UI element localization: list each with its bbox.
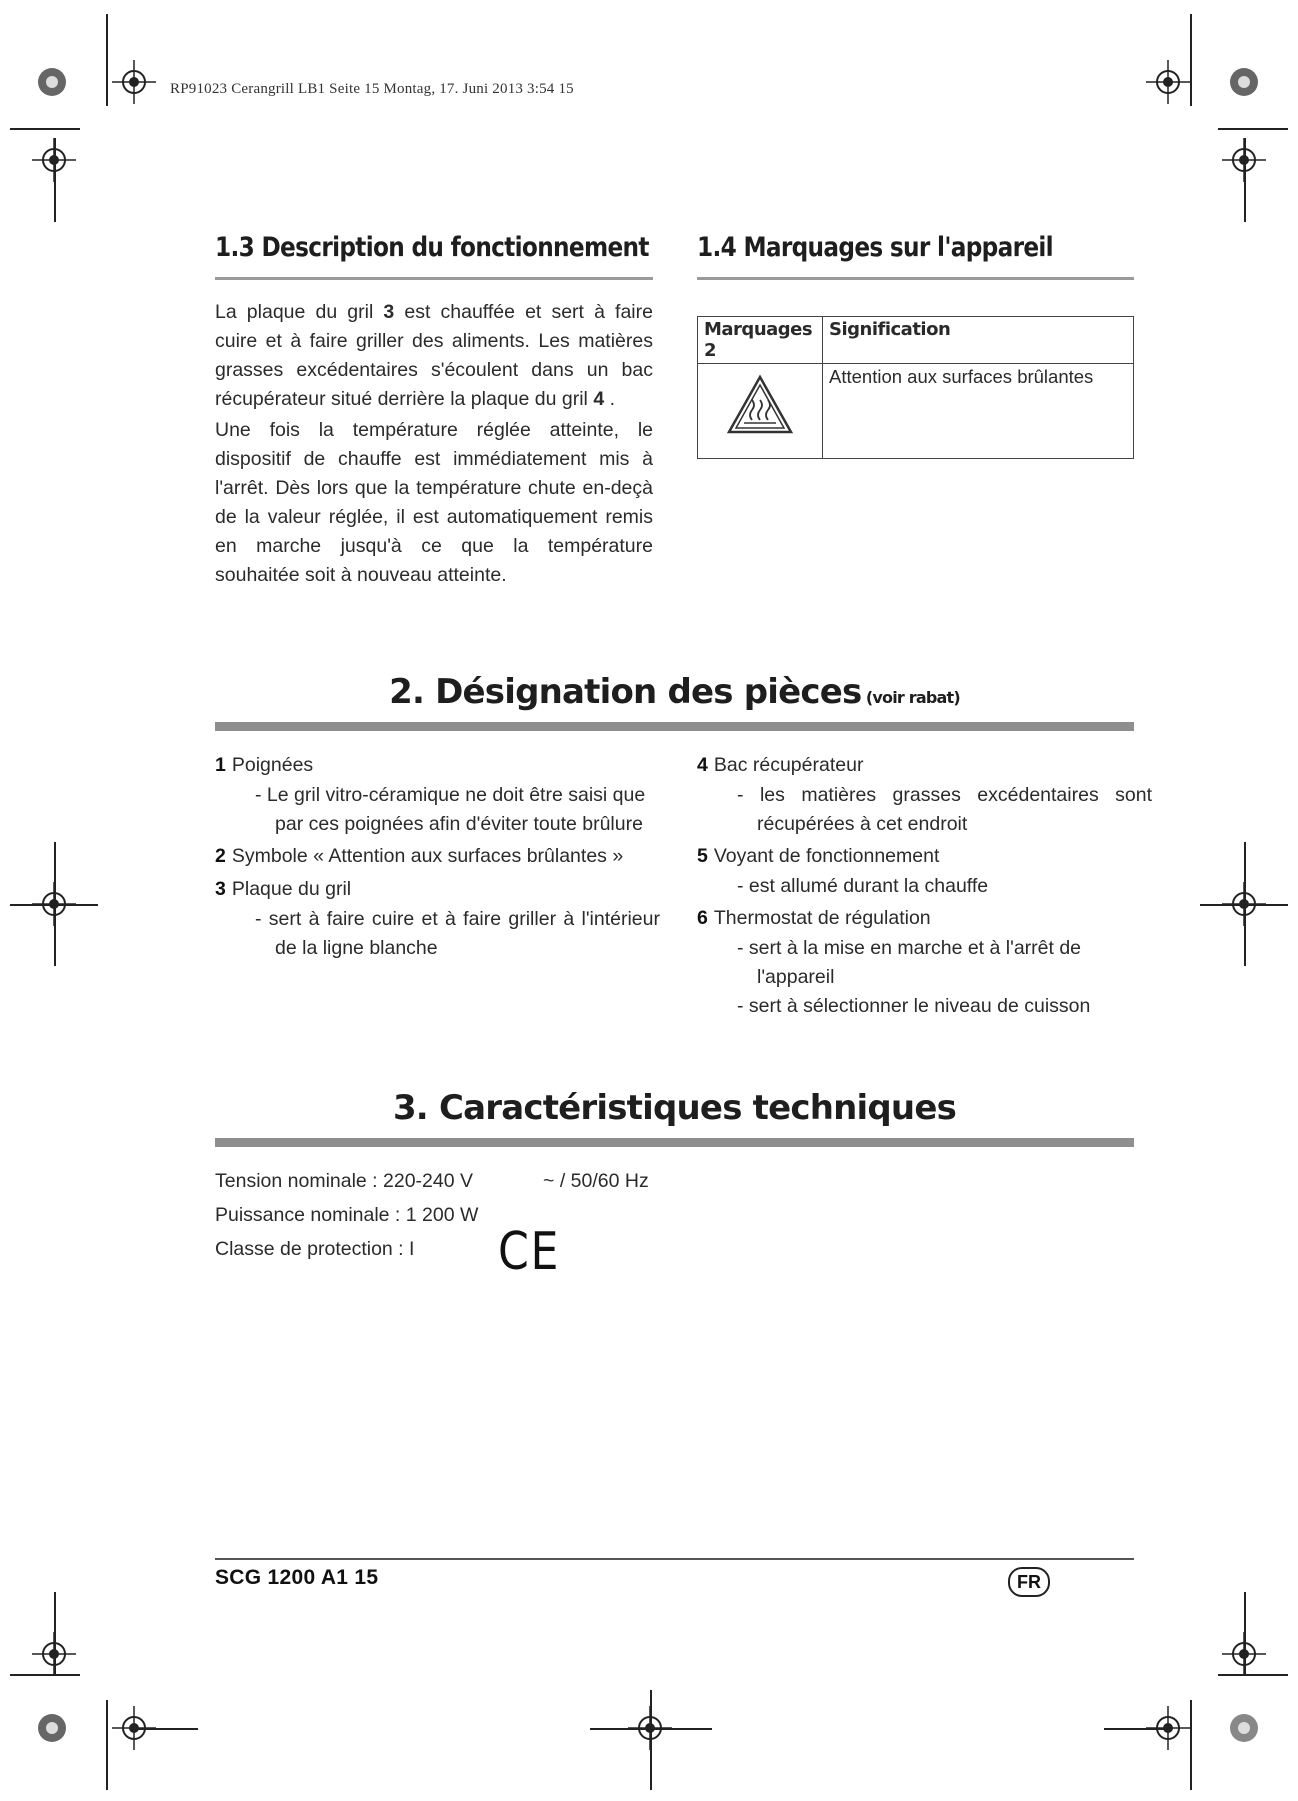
spec-voltage: Tension nominale : 220-240 V ~ / 50/60 Hz (215, 1170, 649, 1192)
section-1-3-paragraph-2: Une fois la température réglée atteinte, le dispositif de chauffe est immédiatement mis à l'arrêt. Dès lors que la température chute en-deçà de la valeur réglée, il est automatiquement remis en marche jusqu'à ce que la température souhaitée soit à nouveau atteinte. (215, 419, 653, 586)
section-2-title-note: (voir rabat) (865, 688, 960, 707)
printer-slug: RP91023 Cerangrill LB1 Seite 15 Montag, 17. Juni 2013 3:54 15 (170, 81, 574, 97)
markings-header-col1: Marquages 2 (698, 317, 823, 364)
section-2-heading (215, 672, 1134, 712)
spec-frequency: ~ / 50/60 Hz (543, 1170, 649, 1192)
list-item: 5 Voyant de fonctionnement (697, 845, 940, 867)
section-2-rule (215, 722, 1134, 731)
section-1-4-title: 1.4 Marquages sur l'appareil (697, 232, 1053, 263)
list-item: 1 Poignées (215, 754, 314, 776)
language-badge: FR (1008, 1567, 1050, 1597)
list-item: 4 Bac récupérateur (697, 754, 864, 776)
section-3-heading (215, 1088, 1134, 1128)
crosshair-icon (1146, 60, 1190, 104)
markings-meaning: Attention aux surfaces brûlantes (823, 364, 1134, 459)
list-subitem: - sert à sélectionner le niveau de cuisson (737, 995, 1091, 1017)
crosshair-icon (112, 60, 156, 104)
section-1-3-paragraph-1: La plaque du gril 3 est chauffée et sert à faire cuire et à faire griller des aliments. Les matières grasses excédentaires s'écoulent dans un bac récupérateur situé derrière la plaque du gril 4 . (215, 301, 653, 410)
footer-rule (215, 1558, 1134, 1560)
registration-mark-icon (30, 60, 74, 104)
parts-list-left (215, 750, 660, 963)
section-1-3-body (215, 298, 653, 590)
section-1-3-rule (215, 277, 653, 280)
section-1-4-rule (697, 277, 1134, 280)
markings-icon-cell (698, 364, 823, 459)
section-3-title: 3. Caractéristiques techniques (392, 1088, 957, 1128)
list-subitem: - Le gril vitro-céramique ne doit être saisi que par ces poignées afin d'éviter toute brûlure (255, 784, 646, 835)
registration-mark-icon (1222, 1706, 1266, 1750)
registration-mark-icon (30, 1706, 74, 1750)
list-item: 2 Symbole « Attention aux surfaces brûlantes » (215, 845, 624, 867)
list-subitem: - est allumé durant la chauffe (737, 875, 989, 897)
list-item: 3 Plaque du gril (215, 878, 352, 900)
registration-mark-icon (1222, 60, 1266, 104)
markings-header-col2: Signification (823, 317, 1134, 364)
list-subitem: - sert à la mise en marche et à l'arrêt de l'appareil (737, 937, 1082, 988)
section-2-title: 2. Désignation des pièces (389, 672, 862, 712)
list-subitem: - sert à faire cuire et à faire griller à l'intérieur de la ligne blanche (255, 908, 660, 959)
markings-table (697, 316, 1134, 459)
spec-protection: Classe de protection : I (215, 1238, 415, 1260)
list-item: 6 Thermostat de régulation (697, 907, 931, 929)
spec-power: Puissance nominale : 1 200 W (215, 1204, 479, 1226)
footer-model: SCG 1200 A1 15 (215, 1566, 379, 1589)
section-3-rule (215, 1138, 1134, 1147)
hot-surface-warning-icon (726, 374, 794, 436)
ce-mark: CE (498, 1222, 561, 1282)
list-subitem: - les matières grasses excédentaires sont récupérées à cet endroit (737, 784, 1152, 835)
parts-list-right (697, 750, 1152, 1021)
section-1-3-title: 1.3 Description du fonctionnement (215, 232, 649, 263)
